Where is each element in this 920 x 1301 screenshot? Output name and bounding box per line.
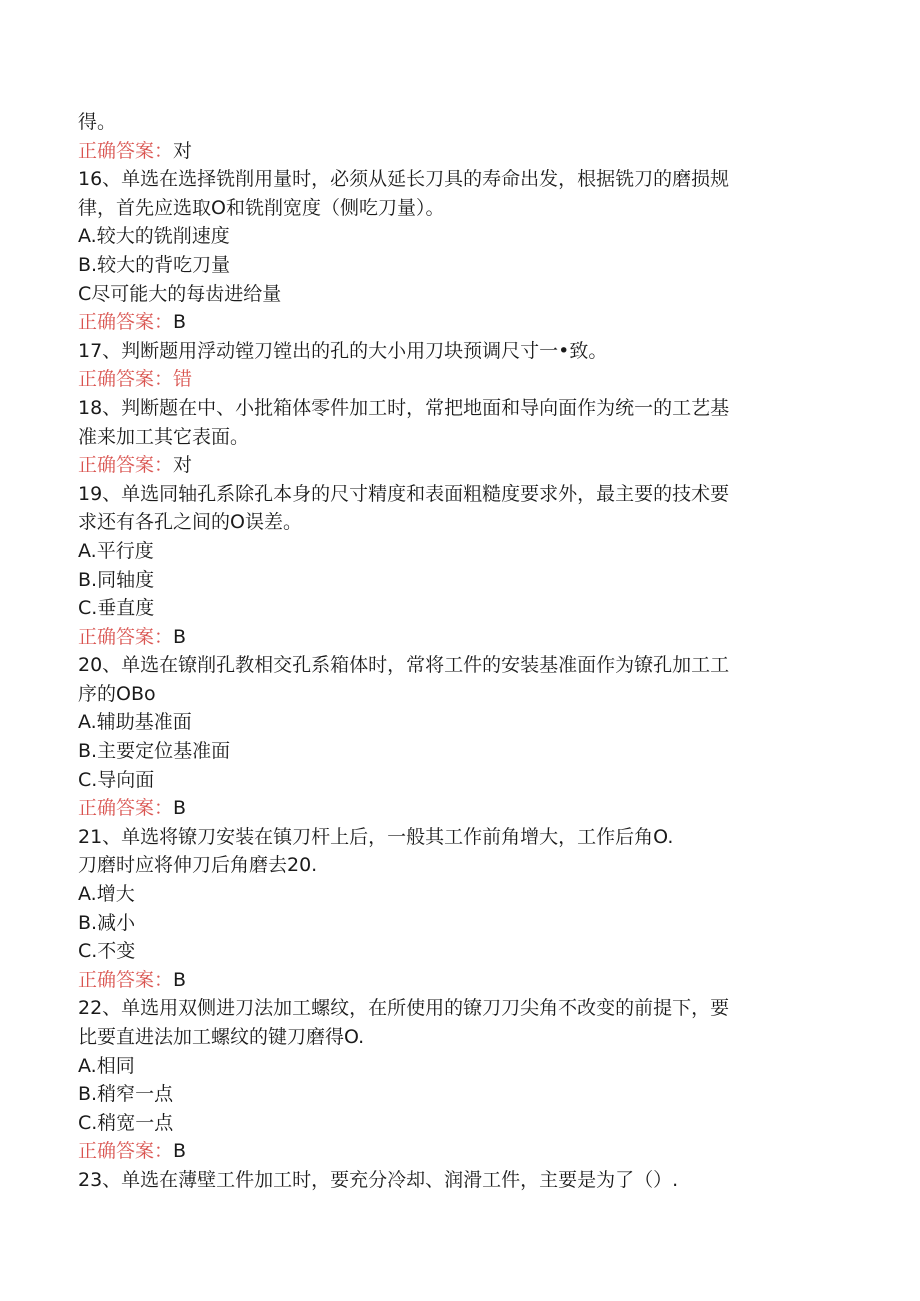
answer-line (78, 365, 838, 394)
answer-value: B (173, 797, 187, 820)
answer-label: 正确答案： (78, 1140, 174, 1163)
answer-line (78, 308, 838, 337)
text-line: B.主要定位基准面 (78, 740, 231, 763)
text-line: 比要直进法加工螺纹的键刀磨得O. (78, 1026, 365, 1048)
answer-value: B (173, 968, 187, 991)
text-line: 求还有各孔之间的O误差。 (78, 511, 302, 534)
text-line: 22、单选用双侧进刀法加工螺纹，在所使用的镣刀刀尖角不改变的前提下，要 (78, 997, 730, 1020)
answer-line (78, 623, 838, 652)
text-line: A.相同 (78, 1054, 135, 1077)
text-line: A.较大的铣削速度 (78, 225, 230, 248)
answer-value: 对 (173, 454, 193, 477)
text-line: B.较大的背吃刀量 (78, 253, 231, 276)
answer-line (78, 451, 838, 480)
text-line: 21、单选将镣刀安装在镇刀杆上后，一般其工作前角增大，工作后角O. (78, 825, 674, 848)
text-line: A.平行度 (78, 539, 154, 562)
text-line: 律，首先应选取O和铣削宽度（侧吃刀量）。 (78, 196, 445, 219)
text-line: B.减小 (78, 911, 136, 934)
text-line: C.导向面 (78, 768, 155, 791)
answer-label: 正确答案： (78, 139, 174, 162)
text-line: 得。 (78, 111, 117, 133)
text-line: 16、单选在选择铣削用量时，必须从延长刀具的寿命出发，根据铣刀的磨损规 (78, 168, 730, 191)
answer-label: 正确答案： (78, 968, 174, 991)
answer-value: B (173, 1140, 187, 1163)
text-line: A.增大 (78, 883, 135, 906)
answer-line (78, 1137, 838, 1166)
text-line: C.不变 (78, 940, 136, 963)
document-body (78, 108, 838, 1195)
text-line: 准来加工其它表面。 (78, 425, 250, 448)
text-line: C.垂直度 (78, 597, 155, 620)
answer-label: 正确答案： (78, 625, 174, 648)
text-line: 20、单选在镣削孔教相交孔系箱体时，常将工件的安装基准面作为镣孔加工工 (78, 654, 730, 677)
text-line: 序的OBo (78, 682, 156, 705)
text-line: 刀磨时应将伸刀后角磨去20. (78, 854, 318, 877)
answer-line (78, 966, 838, 995)
text-line: 17、判断题用浮动镗刀镗出的孔的大小用刀块预调尺寸一•致。 (78, 339, 608, 362)
answer-label: 正确答案： (78, 368, 174, 391)
text-line: A.辅助基准面 (78, 711, 192, 734)
answer-label: 正确答案： (78, 311, 174, 334)
answer-value: B (173, 311, 187, 334)
text-line: 23、单选在薄壁工件加工时，要充分冷却、润滑工件，主要是为了（）. (78, 1168, 679, 1191)
answer-line (78, 137, 838, 166)
answer-value: 错 (173, 368, 193, 391)
text-line: B.同轴度 (78, 568, 155, 591)
answer-value: B (173, 625, 187, 648)
text-line: 18、判断题在中、小批箱体零件加工时，常把地面和导向面作为统一的工艺基 (78, 396, 730, 419)
answer-label: 正确答案： (78, 454, 174, 477)
answer-line (78, 794, 838, 823)
text-line: C尽可能大的每齿进给量 (78, 282, 282, 305)
text-line: C.稍宽一点 (78, 1111, 174, 1134)
text-line: 19、单选同轴孔系除孔本身的尺寸精度和表面粗糙度要求外，最主要的技术要 (78, 482, 730, 505)
answer-label: 正确答案： (78, 797, 174, 820)
text-line: B.稍窄一点 (78, 1083, 174, 1106)
answer-value: 对 (173, 139, 193, 162)
